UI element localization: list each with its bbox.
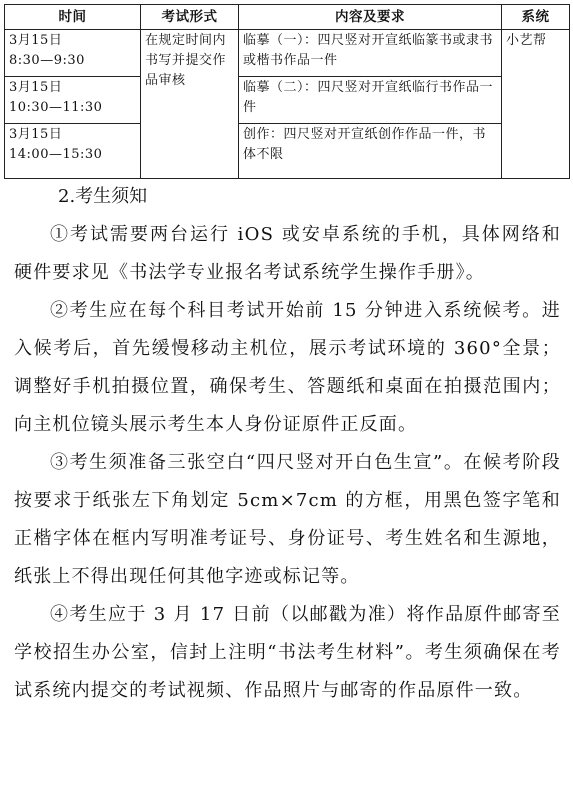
time-cell: [5, 77, 141, 124]
header-time: 时间: [5, 5, 141, 30]
table-row: [5, 30, 570, 77]
exam-time-range: 14:00—15:30: [9, 147, 103, 162]
header-content: 内容及要求: [239, 5, 502, 30]
content-cell: 临摹（一）：四尺竖对开宣纸临篆书或隶书或楷书作品一件: [239, 30, 502, 77]
time-cell: [5, 124, 141, 179]
time-cell: [5, 30, 141, 77]
notice-paragraph-3: ③考生须准备三张空白“四尺竖对开白色生宣”。在候考阶段按要求于纸张左下角划定 5cm×7cm 的方框，用黑色签字笔和正楷字体在框内写明准考证号、身份证号、考生姓名和生源地，纸张上不得出现任何其他字迹或标记等。: [14, 452, 561, 587]
section-title: 2.考生须知: [58, 186, 148, 207]
exam-format-cell: 在规定时间内书写并提交作品审核: [141, 30, 239, 179]
table-row: [5, 124, 570, 179]
header-format: 考试形式: [141, 5, 239, 30]
notice-paragraph-1: ①考试需要两台运行 iOS 或安卓系统的手机，具体网络和硬件要求见《书法学专业报名考试系统学生操作手册》。: [14, 224, 561, 283]
notice-section: [14, 178, 561, 710]
table-header-row: [5, 5, 570, 30]
table-row: [5, 77, 570, 124]
system-cell: 小艺帮: [502, 30, 570, 179]
notice-paragraph-2: ②考生应在每个科目考试开始前 15 分钟进入系统候考。进入候考后，首先缓慢移动主机位，展示考试环境的 360°全景；调整好手机拍摄位置，确保考生、答题纸和桌面在拍摄范围内；向主机位镜头展示考生本人身份证原件正反面。: [14, 300, 561, 435]
notice-paragraph-4: ④考生应于 3 月 17 日前（以邮戳为准）将作品原件邮寄至学校招生办公室，信封上注明“书法考生材料”。考生须确保在考试系统内提交的考试视频、作品照片与邮寄的作品原件一致。: [14, 604, 561, 701]
exam-time-range: 8:30—9:30: [9, 53, 85, 68]
exam-date: 3月15日: [9, 127, 63, 142]
exam-date: 3月15日: [9, 33, 63, 48]
content-cell: 创作：四尺竖对开宣纸创作作品一件，书体不限: [239, 124, 502, 179]
header-system: 系统: [502, 5, 570, 30]
content-cell: 临摹（二）：四尺竖对开宣纸临行书作品一件: [239, 77, 502, 124]
exam-date: 3月15日: [9, 80, 63, 95]
exam-schedule-table: [4, 4, 570, 179]
exam-time-range: 10:30—11:30: [9, 100, 103, 115]
